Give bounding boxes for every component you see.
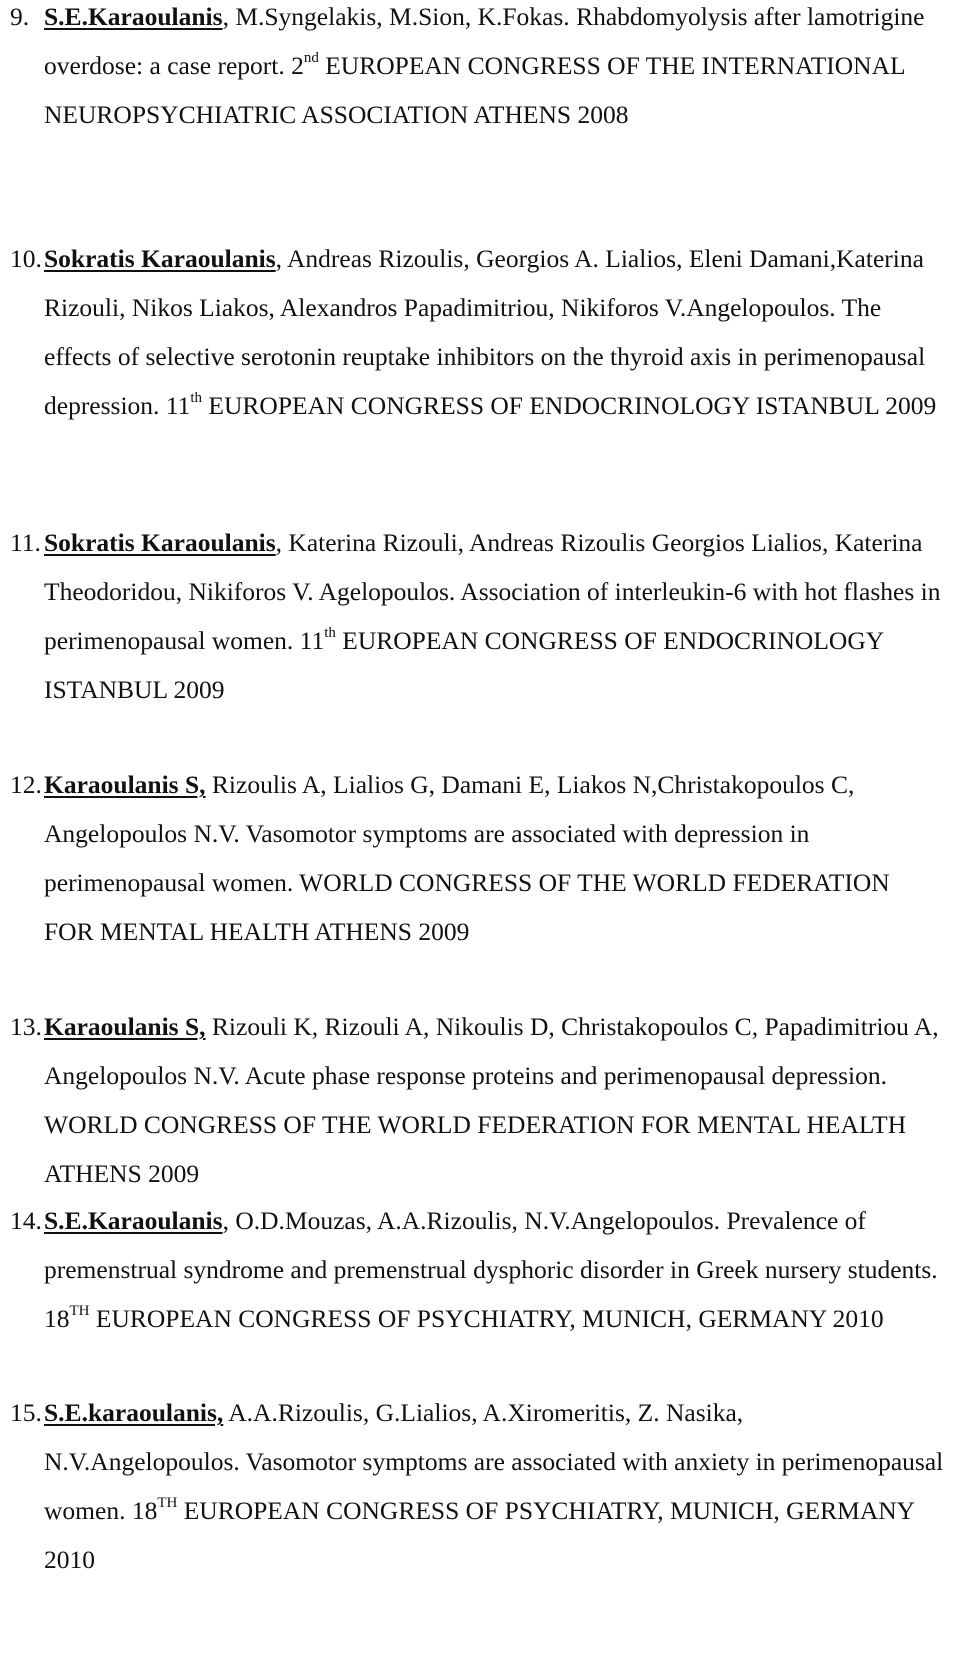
co-authors: Rizoulis A, Lialios G, Damani E, Liakos N,Christakopoulos C, Angelopoulos N.V. [44,770,855,848]
co-authors: , Andreas Rizoulis, Georgios A. Lialios, Eleni Damani,Katerina Rizouli, Nikos Liakos, Alexandros Papadimitriou, Nikiforos V.Angelopoulos. [44,244,924,322]
reference-entry-13 [10,1002,945,1198]
congress-ordinal: 2 [284,51,304,80]
reference-number: 14. [10,1206,42,1235]
reference-number: 11. [10,528,41,557]
reference-entry-9 [10,0,945,139]
co-authors: Rizouli K, Rizouli A, Nikoulis D, Christakopoulos C, Papadimitriou A, Angelopoulos N.V. [44,1012,939,1090]
highlighted-author: S.E.karaoulanis, [44,1398,224,1427]
highlighted-author: Sokratis Karaoulanis [44,528,276,557]
congress-name: WORLD CONGRESS OF THE WORLD FEDERATION FOR MENTAL HEALTH ATHENS 2009 [44,868,890,946]
reference-entry-15 [10,1388,945,1584]
congress-ordinal-suffix: nd [303,49,319,66]
reference-text [44,518,945,714]
reference-text [44,234,945,430]
reference-title: Association of interleukin-6 with hot flashes in perimenopausal women. [44,577,941,655]
congress-name: EUROPEAN CONGRESS OF ENDOCRINOLOGY ISTANBUL 2009 [44,626,884,704]
highlighted-author: Karaoulanis S, [44,770,206,799]
reference-title: Vasomotor symptoms are associated with anxiety in perimenopausal women. [44,1447,944,1525]
reference-number: 12. [10,770,42,799]
reference-number: 13. [10,1012,42,1041]
congress-ordinal: 18 [125,1496,158,1525]
congress-name: EUROPEAN CONGRESS OF THE INTERNATIONAL NEUROPSYCHIATRIC ASSOCIATION ATHENS 2008 [44,51,905,129]
reference-title: Rhabdomyolysis after lamotrigine overdose: a case report. [44,2,925,80]
congress-ordinal-suffix: th [324,624,336,641]
congress-ordinal: 11 [159,391,191,420]
co-authors: , M.Syngelakis, M.Sion, K.Fokas. [222,2,570,31]
reference-text [44,1196,945,1343]
congress-ordinal-suffix: TH [157,1494,178,1511]
highlighted-author: S.E.Karaoulanis [44,1206,223,1235]
congress-name: EUROPEAN CONGRESS OF PSYCHIATRY, MUNICH, GERMANY 2010 [44,1496,915,1574]
reference-title: The effects of selective serotonin reuptake inhibitors on the thyroid axis in perimenopausal depression. [44,293,926,420]
reference-number: 9. [10,2,30,31]
reference-number: 10. [10,244,42,273]
reference-number: 15. [10,1398,42,1427]
reference-title: Vasomotor symptoms are associated with depression in perimenopausal women. [44,819,810,897]
reference-text [44,1002,945,1198]
reference-text [44,760,945,956]
reference-title: Prevalence of premenstrual syndrome and premenstrual dysphoric disorder in Greek nursery students. [44,1206,938,1284]
reference-text [44,1388,945,1584]
congress-name: EUROPEAN CONGRESS OF ENDOCRINOLOGY ISTANBUL 2009 [202,391,937,420]
reference-title: Acute phase response proteins and perimenopausal depression. [239,1061,887,1090]
co-authors: , Katerina Rizouli, Andreas Rizoulis Georgios Lialios, Katerina Theodoridou, Nikiforos V. Agelopoulos. [44,528,923,606]
congress-ordinal: 18 [44,1304,70,1333]
reference-text [44,0,945,139]
congress-name: WORLD CONGRESS OF THE WORLD FEDERATION FOR MENTAL HEALTH ATHENS 2009 [44,1110,907,1188]
highlighted-author: Sokratis Karaoulanis [44,244,276,273]
highlighted-author: S.E.Karaoulanis [44,2,223,31]
reference-entry-12 [10,760,945,956]
reference-entry-14 [10,1196,945,1343]
congress-ordinal: 11 [293,626,325,655]
co-authors: A.A.Rizoulis, G.Lialios, A.Xiromeritis, Z. Nasika, N.V.Angelopoulos. [44,1398,744,1476]
reference-entry-11 [10,518,945,714]
co-authors: , O.D.Mouzas, A.A.Rizoulis, N.V.Angelopoulos. [222,1206,721,1235]
highlighted-author: Karaoulanis S, [44,1012,206,1041]
congress-name: EUROPEAN CONGRESS OF PSYCHIATRY, MUNICH, GERMANY 2010 [89,1304,884,1333]
congress-ordinal-suffix: th [190,389,203,406]
congress-ordinal-suffix: TH [69,1302,90,1319]
reference-entry-10 [10,234,945,430]
